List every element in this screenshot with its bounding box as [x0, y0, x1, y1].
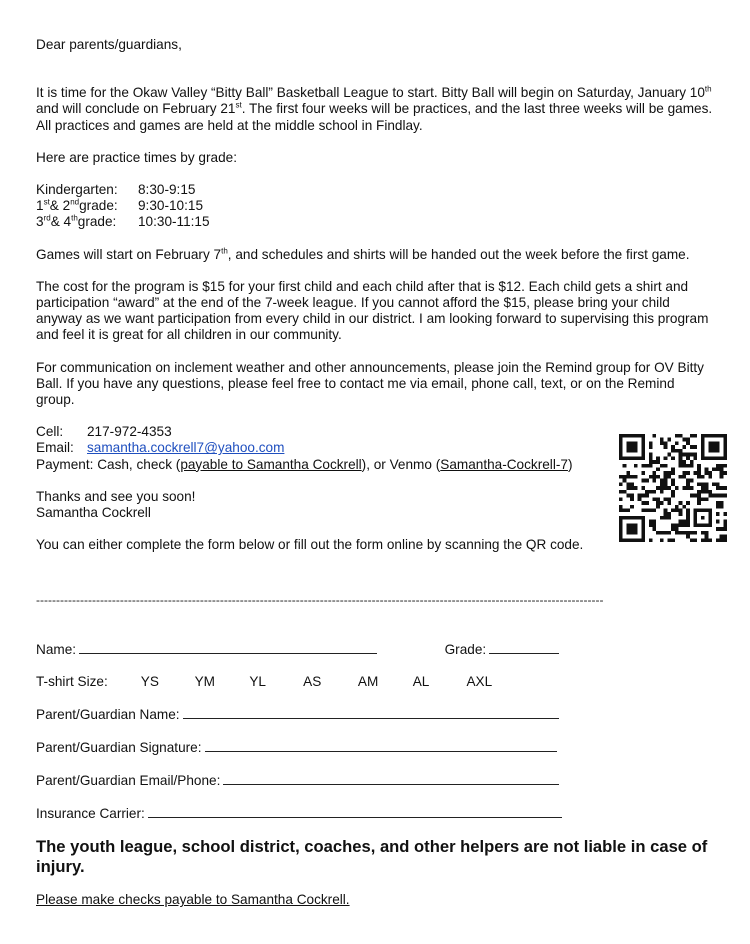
- checks-note: Please make checks payable to Samantha Cockrell.: [36, 892, 350, 907]
- email-line: Email: samantha.cockrell7@yahoo.com: [36, 440, 285, 456]
- cost-paragraph: The cost for the program is $15 for your first child and each child after that is $12. Each child gets a shirt and participation “award” at the end of the 7-week league. If you cannot afford the $15, please bring your child anyway as we want participation from every child in our district. I am looking forward to supervising this program and feel it is great for all children in our community.: [36, 278, 709, 343]
- parent-signature-field[interactable]: [205, 739, 557, 752]
- qr-code-icon[interactable]: [619, 434, 727, 542]
- closing: Thanks and see you soon!: [36, 488, 196, 504]
- practice-times: [36, 182, 716, 231]
- parent-contact-field[interactable]: [223, 772, 559, 785]
- size-option[interactable]: YL: [249, 674, 266, 689]
- communication-paragraph: For communication on inclement weather and other announcements, please join the Remind group for OV Bitty Ball. If you have any questions, please feel free to contact me via email, phone call, text, or on the Remind group.: [36, 359, 704, 408]
- grade-label: Grade:: [444, 642, 487, 657]
- insurance-label: Insurance Carrier:: [36, 806, 145, 821]
- parent-contact-label: Parent/Guardian Email/Phone:: [36, 773, 221, 788]
- name-row: [36, 641, 559, 657]
- parent-signature-row: [36, 739, 557, 755]
- form-intro: You can either complete the form below or fill out the form online by scanning the QR code.: [36, 537, 584, 553]
- tshirt-label: T-shirt Size:: [36, 674, 108, 689]
- intro-paragraph: It is time for the Okaw Valley “Bitty Ball” Basketball League to start. Bitty Ball will begin on Saturday, January 10th and will conclude on February 21st. The first four weeks will be practices, and the last three weeks will be games. All practices and games are held at the middle school in Findlay.: [36, 84, 713, 133]
- games-paragraph: Games will start on February 7th, and schedules and shirts will be handed out the week before the first game.: [36, 246, 690, 262]
- name-field[interactable]: [79, 641, 377, 654]
- name-label: Name:: [36, 642, 77, 657]
- grade-row: Kindergarten: 8:30-9:15: [36, 182, 196, 198]
- cell-number: 217-972-4353: [87, 424, 172, 440]
- size-option[interactable]: AS: [303, 674, 322, 689]
- cell-line: Cell: 217-972-4353: [36, 424, 172, 440]
- parent-contact-row: [36, 772, 559, 788]
- size-option[interactable]: AM: [357, 674, 379, 689]
- payment-line: Payment: Cash, check (payable to Samantha Cockrell), or Venmo (Samantha-Cockrell-7): [36, 456, 573, 472]
- greeting: Dear parents/guardians,: [36, 37, 182, 52]
- grade-row: 3rd& 4thgrade: 10:30-11:15: [36, 213, 210, 230]
- parent-name-field[interactable]: [183, 706, 559, 719]
- grade-row: 1st& 2ndgrade: 9:30-10:15: [36, 197, 204, 214]
- parent-name-row: [36, 706, 559, 722]
- signature-name: Samantha Cockrell: [36, 505, 151, 521]
- parent-signature-label: Parent/Guardian Signature:: [36, 740, 202, 755]
- insurance-field[interactable]: [148, 805, 562, 818]
- liability-notice: The youth league, school district, coaches, and other helpers are not liable in case of injury.: [36, 837, 708, 876]
- parent-name-label: Parent/Guardian Name:: [36, 707, 180, 722]
- size-option[interactable]: AL: [412, 674, 430, 689]
- contact-block: [36, 424, 716, 473]
- insurance-row: [36, 805, 562, 821]
- email-link[interactable]: samantha.cockrell7@yahoo.com: [87, 440, 285, 456]
- practice-intro: Here are practice times by grade:: [36, 149, 237, 165]
- tshirt-row: [36, 674, 492, 689]
- size-option[interactable]: AXL: [466, 674, 493, 689]
- size-option[interactable]: YS: [140, 674, 159, 689]
- cut-line-divider: ----------------------------------------------------------------------------------------------------------------------------------------------: [36, 593, 604, 607]
- size-option[interactable]: YM: [194, 674, 215, 689]
- grade-field[interactable]: [489, 641, 559, 654]
- letter-body: [36, 37, 716, 553]
